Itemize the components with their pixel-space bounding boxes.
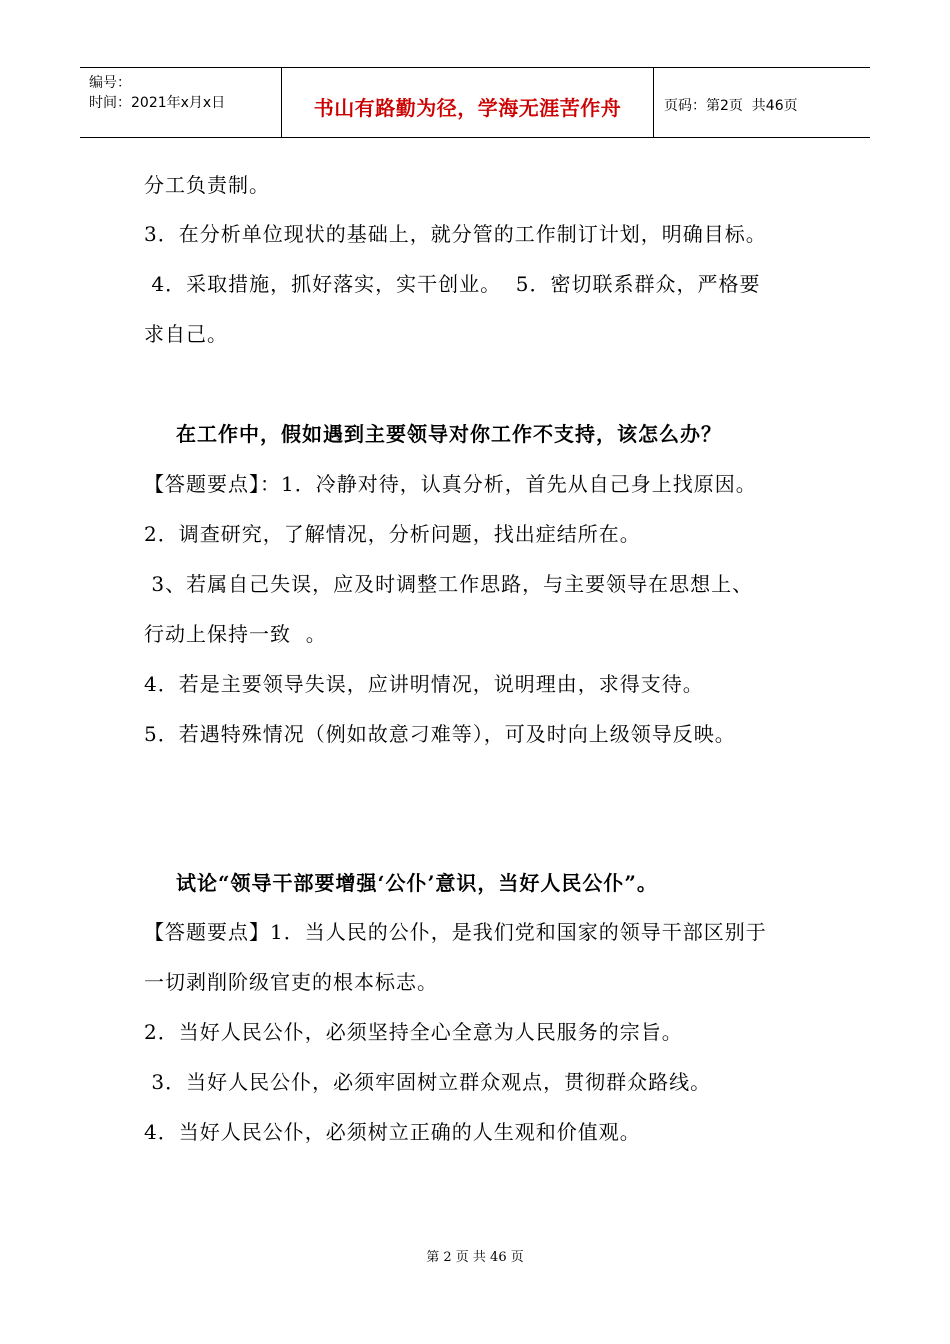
answer-line: 5．若遇特殊情况（例如故意刁难等），可及时向上级领导反映。 — [144, 722, 736, 746]
header-motto: 书山有路勤为径，学海无涯苦作舟 — [313, 96, 622, 120]
body-line: 3．在分析单位现状的基础上，就分管的工作制订计划，明确目标。 — [144, 222, 767, 246]
document-number-label: 编号： — [89, 75, 131, 91]
answer-line: 3、若属自己失误，应及时调整工作思路，与主要领导在思想上、 — [144, 572, 754, 596]
body-line: 求自己。 — [144, 322, 228, 346]
answer-line: 4．若是主要领导失误，应讲明情况，说明理由，求得支待。 — [144, 672, 704, 696]
answer-line: 2．调查研究，了解情况，分析问题，找出症结所在。 — [144, 522, 641, 546]
question-heading: 试论“领导干部要增强‘公仆’意识，当好人民公仆”。 — [176, 871, 658, 895]
header-meta-cell — [80, 68, 282, 137]
header-page-cell — [654, 68, 870, 137]
body-line: 4．采取措施，抓好落实，实干创业。 5．密切联系群众，严格要 — [144, 272, 761, 296]
header-motto-cell — [282, 68, 654, 137]
answer-line: 行动上保持一致 。 — [144, 622, 327, 646]
answer-line: 3．当好人民公仆，必须牢固树立群众观点，贯彻群众路线。 — [144, 1070, 712, 1094]
answer-line: 4．当好人民公仆，必须树立正确的人生观和价值观。 — [144, 1120, 641, 1144]
document-date-label: 时间：2021年x月x日 — [89, 95, 226, 111]
answer-line: 【答题要点】：1．冷静对待，认真分析，首先从自己身上找原因。 — [144, 472, 757, 496]
answer-line: 2．当好人民公仆，必须坚持全心全意为人民服务的宗旨。 — [144, 1020, 683, 1044]
header-page-number: 页码：第2页 共46页 — [664, 98, 798, 114]
question-heading: 在工作中，假如遇到主要领导对你工作不支持，该怎么办？ — [176, 422, 722, 446]
body-line: 分工负责制。 — [144, 173, 270, 197]
answer-line: 一切剥削阶级官吏的根本标志。 — [144, 970, 438, 994]
answer-line: 【答题要点】1．当人民的公仆，是我们党和国家的领导干部区别于 — [144, 920, 767, 944]
footer-page-number: 第 2 页 共 46 页 — [426, 1250, 524, 1265]
page-header — [80, 67, 870, 138]
